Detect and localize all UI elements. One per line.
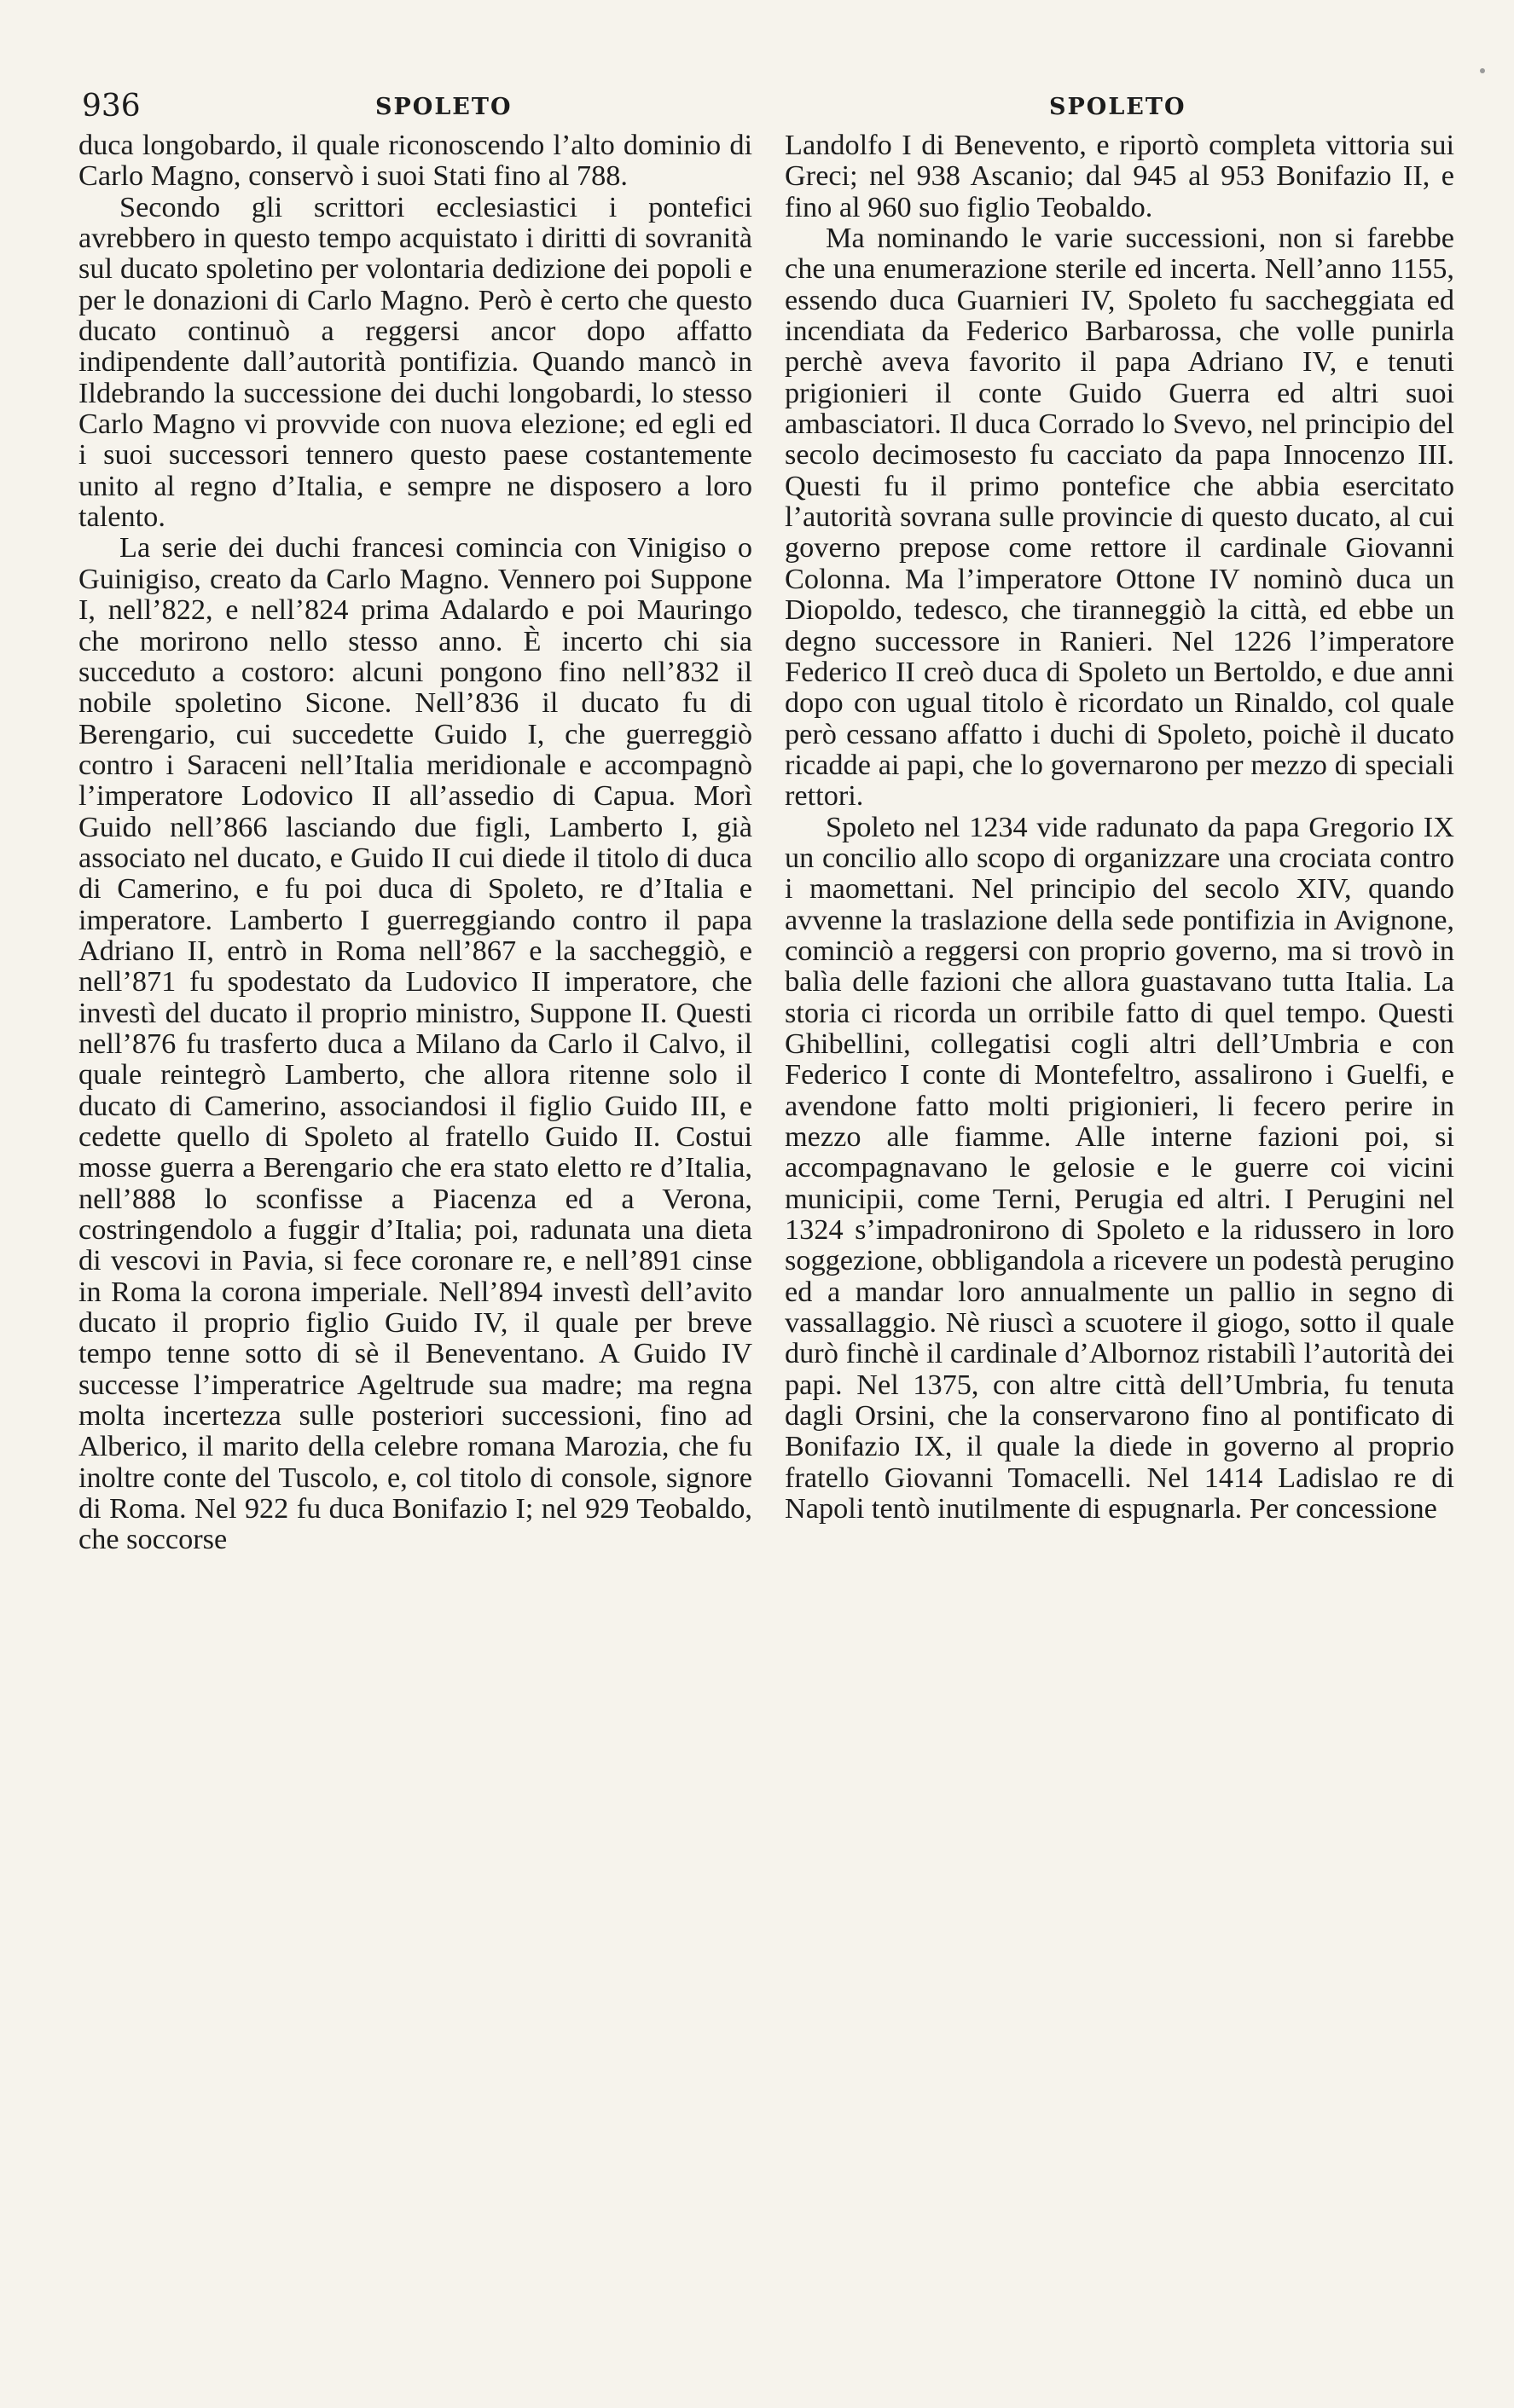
paragraph: La serie dei duchi francesi comincia con Vinigiso o Guinigiso, creato da Carlo Magno. Vennero poi Suppone I, nell’822, e nell’824 prima Adalardo e poi Mauringo che morirono nello stesso anno. È incerto chi sia succeduto a costoro: alcuni pongono fino nell’832 il nobile spoletino Sicone. Nell’836 il ducato fu di Berengario, cui succedette Guido I, che guerreggiò contro i Saraceni nell’Italia meridionale e accompagnò l’imperatore Lodovico II all’assedio di Capua. Morì Guido nell’866 lasciando due figli, Lamberto I, già associato nel ducato, e Guido II cui diede il titolo di duca di Camerino, e fu poi duca di Spoleto, re d’Italia e imperatore. Lamberto I guerreggiando contro il papa Adriano II, entrò in Roma nell’867 e la saccheggiò, e nell’871 fu spodestato da Ludovico II imperatore, che investì del ducato il proprio ministro, Suppone II. Questi nell’876 fu trasferto duca a Milano da Carlo il Calvo, il quale reintegrò Lamberto, che allora ritenne solo il ducato di Camerino, associandosi il figlio Guido III, e cedette quello di Spoleto al fratello Guido II. Costui mosse guerra a Berengario che era stato eletto re d’Italia, nell’888 lo sconfisse a Piacenza ed a Verona, costringendolo a fuggir d’Italia; poi, radunata una dieta di vescovi in Pavia, si fece coronare re, e nell’891 cinse in Roma la corona imperiale. Nell’894 investì dell’avito ducato il proprio figlio Guido IV, il quale per breve tempo tenne sotto di sè il Beneventano. A Guido IV successe l’imperatrice Ageltrude sua madre; ma regna molta incertezza sulle posteriori successioni, fino ad Alberico, il marito della celebre romana Marozia, che fu inoltre conte del Tuscolo, e, col titolo di console, signore di Roma. Nel 922 fu duca Bonifazio I; nel 929 Teobaldo, che soccorse xyxy=(78,531,752,1556)
paragraph: Landolfo I di Benevento, e riportò completa vittoria sui Greci; nel 938 Ascanio; dal 945 al 953 Bonifazio II, e fino al 960 suo figlio Teobaldo. xyxy=(785,129,1454,223)
paragraph: Spoleto nel 1234 vide radunato da papa Gregorio IX un concilio allo scopo di organizzare una crociata contro i maomettani. Nel principio del secolo XIV, quando avvenne la traslazione della sede pontifizia in Avignone, cominciò a reggersi con proprio governo, ma si trovò in balìa delle fazioni che allora guastavano tutta Italia. La storia ci ricorda un orribile fatto di quel tempo. Questi Ghibellini, collegatisi cogli altri dell’Umbria e con Federico I conte di Montefeltro, assalirono i Guelfi, e avendone fatto molti prigionieri, li fecero perire in mezzo alle fiamme. Alle interne fazioni poi, si accompagnavano le gelosie e le guerre coi vicini municipii, come Terni, Perugia ed altri. I Perugini nel 1324 s’impadronirono di Spoleto e la ridussero in loro soggezione, obbligandola a ricevere un podestà perugino ed a mandar loro annualmente un pallio in segno di vassallaggio. Nè riuscì a scuotere il giogo, sotto il quale durò finchè il cardinale d’Albornoz ristabilì l’autorità dei papi. Nel 1375, con altre città dell’Umbria, fu tenuta dagli Orsini, che la conservarono fino al pontificato di Bonifazio IX, il quale la diede in governo al proprio fratello Giovanni Tomacelli. Nel 1414 Ladislao re di Napoli tentò inutilmente di espugnarla. Per concessione xyxy=(785,810,1454,1525)
running-title-left: SPOLETO xyxy=(375,94,513,120)
paragraph: duca longobardo, il quale riconoscendo l’alto dominio di Carlo Magno, conservò i suoi Stati fino al 788. xyxy=(78,129,752,193)
paragraph: Ma nominando le varie successioni, non si farebbe che una enumerazione sterile ed incerta. Nell’anno 1155, essendo duca Guarnieri IV, Spoleto fu saccheggiata ed incendiata da Federico Barbarossa, che volle punirla perchè aveva favorito il papa Adriano IV, e tenuti prigionieri il conte Guido Guerra ed altri suoi ambasciatori. Il duca Corrado lo Svevo, nel principio del secolo decimosesto fu cacciato da papa Innocenzo III. Questi fu il primo pontefice che abbia esercitato l’autorità sovrana sulle provincie di questo ducato, al cui governo prepose come rettore il cardinale Giovanni Colonna. Ma l’imperatore Ottone IV nominò duca un Diopoldo, tedesco, che tiranneggiò la città, ed ebbe un degno successore in Ranieri. Nel 1226 l’imperatore Federico II creò duca di Spoleto un Bertoldo, e due anni dopo con ugual titolo è ricordato un Rinaldo, col quale però cessano affatto i duchi di Spoleto, poichè il ducato ricadde ai papi, che lo governarono per mezzo di speciali rettori. xyxy=(785,222,1454,813)
running-title-right: SPOLETO xyxy=(1049,94,1186,120)
right-column xyxy=(785,130,1454,1524)
page-speck xyxy=(1480,68,1485,73)
left-column xyxy=(78,130,752,1555)
paragraph: Secondo gli scrittori ecclesiastici i pontefici avrebbero in questo tempo acquistato i diritti di sovranità sul ducato spoletino per volontaria dedizione dei popoli e per le donazioni di Carlo Magno. Però è certo che questo ducato continuò a reggersi ancor dopo affatto indipendente dall’autorità pontifizia. Quando mancò in Ildebrando la successione dei duchi longobardi, lo stesso Carlo Magno vi provvide con nuova elezione; ed egli ed i suoi successori tennero questo paese costantemente unito al regno d’Italia, e sempre ne disposero a loro talento. xyxy=(78,190,752,534)
page-number: 936 xyxy=(82,89,141,124)
